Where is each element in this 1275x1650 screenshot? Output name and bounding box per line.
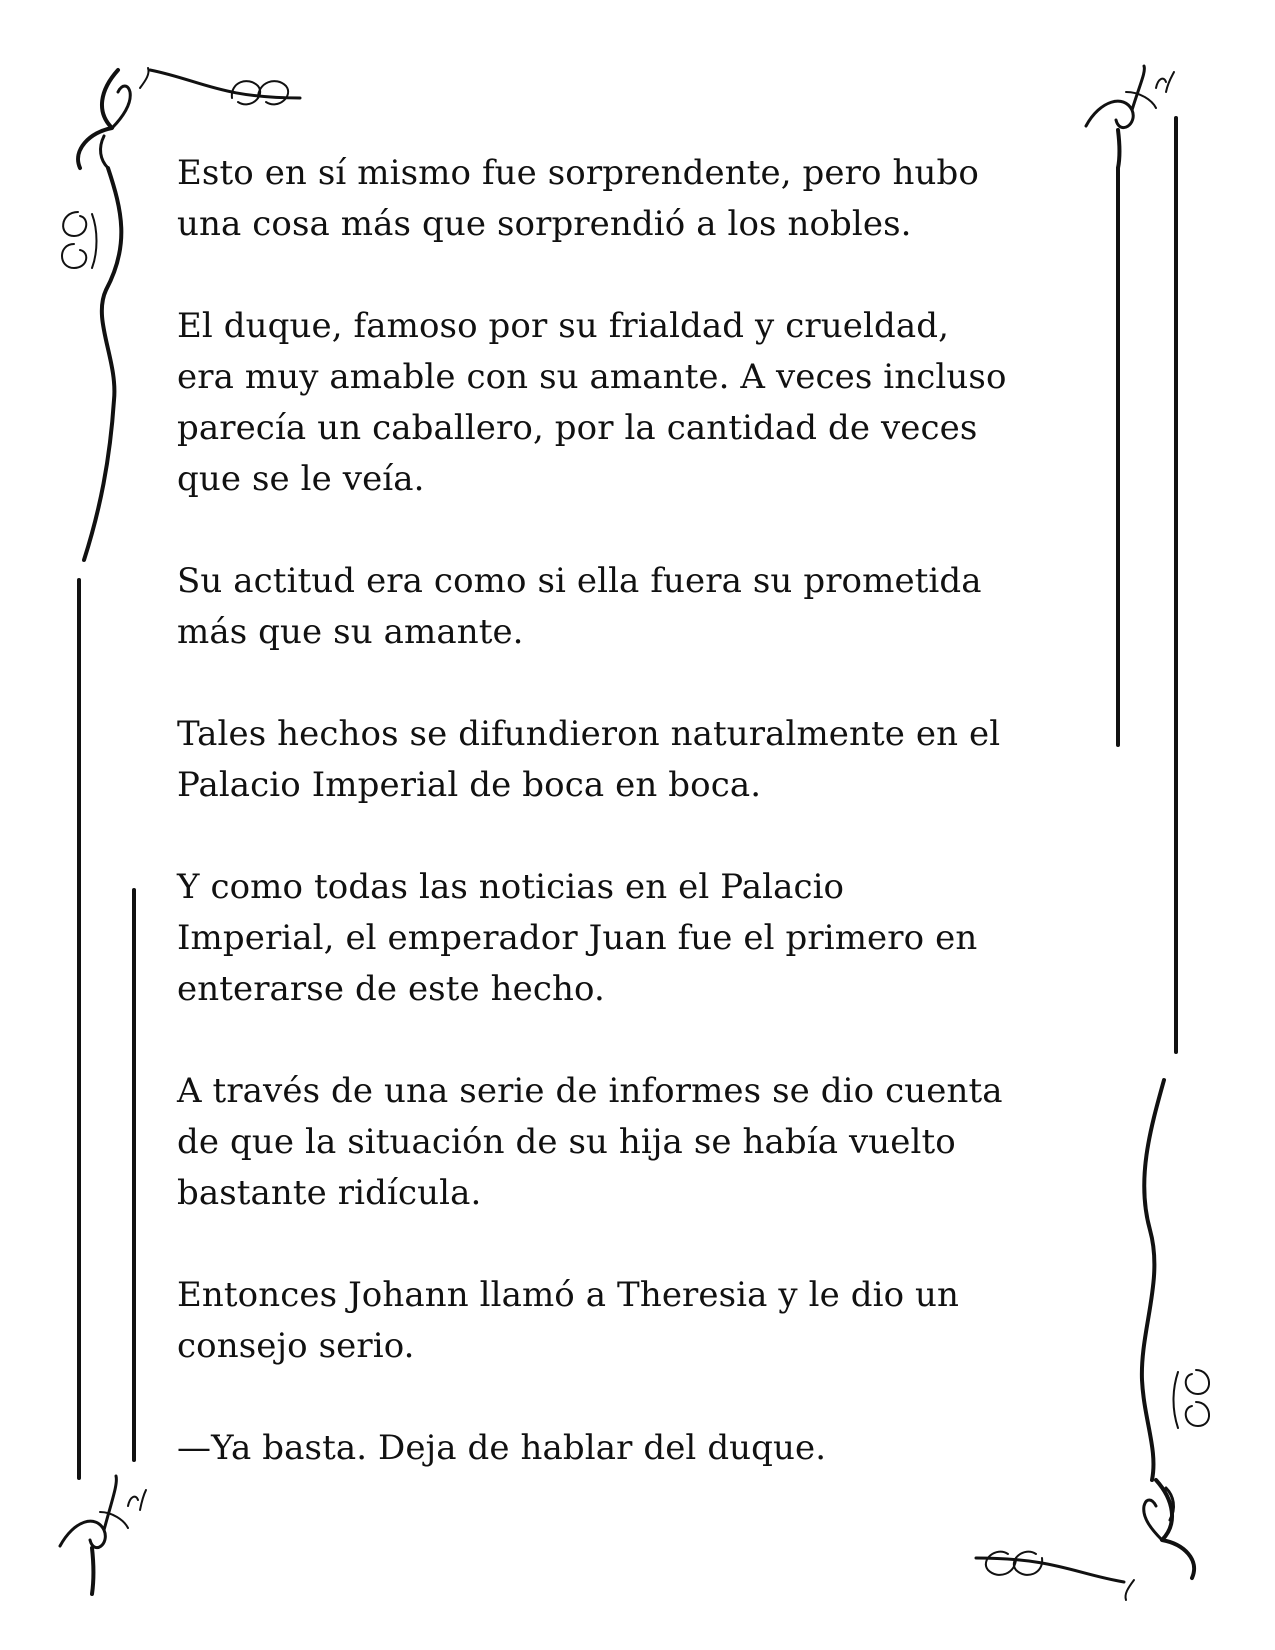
- paragraph: [177, 862, 1107, 1015]
- left-scroll-curve-icon: [62, 168, 121, 560]
- paragraph: [177, 1423, 1107, 1474]
- paragraph: [177, 301, 1107, 505]
- text-line: Esto en sí mismo fue sorprendente, pero hubo: [177, 153, 979, 193]
- text-line: Tales hechos se difundieron naturalmente en el: [177, 714, 1001, 754]
- paragraph: [177, 556, 1107, 658]
- bottom-left-flourish-icon: [60, 1476, 146, 1594]
- text-line: —Ya basta. Deja de hablar del duque.: [177, 1428, 827, 1468]
- text-line: El duque, famoso por su frialdad y crueldad,: [177, 306, 949, 346]
- chapter-text: [177, 148, 1107, 1525]
- paragraph: [177, 709, 1107, 811]
- text-line: Imperial, el emperador Juan fue el primero en: [177, 918, 978, 958]
- paragraph: [177, 1270, 1107, 1372]
- text-line: Su actitud era como si ella fuera su prometida: [177, 561, 982, 601]
- text-line: más que su amante.: [177, 612, 524, 652]
- text-line: Entonces Johann llamó a Theresia y le dio un: [177, 1275, 960, 1315]
- paragraph: [177, 148, 1107, 250]
- text-line: de que la situación de su hija se había vuelto: [177, 1122, 956, 1162]
- text-line: Y como todas las noticias en el Palacio: [177, 867, 845, 907]
- text-line: A través de una serie de informes se dio cuenta: [177, 1071, 1003, 1111]
- text-line: que se le veía.: [177, 459, 425, 499]
- paragraph: [177, 1066, 1107, 1219]
- text-line: bastante ridícula.: [177, 1173, 482, 1213]
- text-line: era muy amable con su amante. A veces incluso: [177, 357, 1007, 397]
- text-line: Palacio Imperial de boca en boca.: [177, 765, 762, 805]
- text-line: una cosa más que sorprendió a los nobles.: [177, 204, 912, 244]
- right-scroll-curve-icon: [1142, 1080, 1209, 1480]
- text-line: consejo serio.: [177, 1326, 415, 1366]
- text-line: parecía un caballero, por la cantidad de veces: [177, 408, 978, 448]
- text-line: enterarse de este hecho.: [177, 969, 605, 1009]
